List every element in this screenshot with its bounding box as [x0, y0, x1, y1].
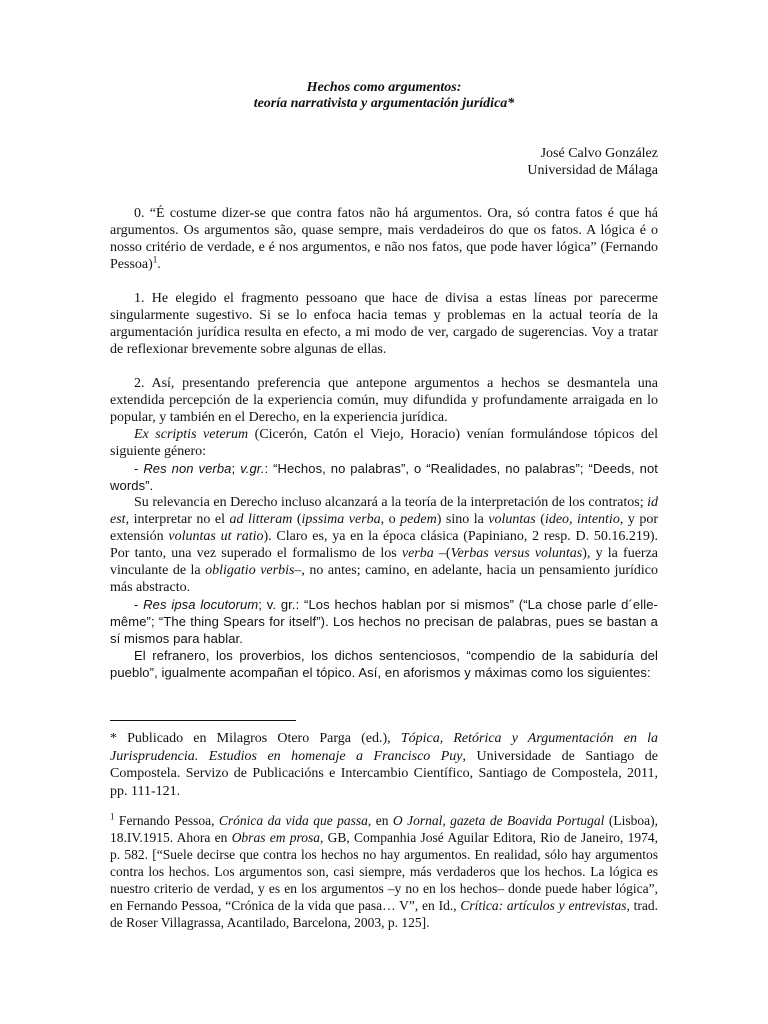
- body-text: [110, 205, 658, 681]
- topic-res-non-verba: - Res non verba; v.gr.: “Hechos, no palabras”, o “Realidades, no palabras”; “Deeds, not words”.: [110, 461, 658, 493]
- paragraph-0: 0. “É costume dizer-se que contra fatos não há argumentos. Ora, só contra fatos é que há argumentos. Os argumentos são, quase sempre, mais verdadeiros do que os fatos. A lógica é o nosso critério de verdade, e é nos argumentos, e não nos fatos, que pode haver lógica” (Fernando Pessoa)$^1$.: [110, 206, 658, 272]
- paragraph-5: Su relevancia en Derecho incluso alcanzará a la teoría de la interpretación de los contratos; id est, interpretar no el ad litteram (ipssima verba, o pedem) sino la voluntas (ideo, intentio, y por extensión voluntas ut ratio). Claro es, ya en la época clásica (Papiniano, 2 resp. D. 50.16.219). Por tanto, una vez superado el formalismo de los verba –(Verbas versus voluntas), y la fuerza vinculante de la obligatio verbis–, no antes; camino, en adelante, hacia un pensamiento jurídico más abstracto.: [110, 495, 659, 595]
- paragraph-7: El refranero, los proverbios, los dichos sentenciosos, “compendio de la sabiduría del pueblo”, igualmente acompañan el tópico. Así, en aforismos y máximas como los siguientes:: [110, 648, 658, 680]
- footnote-1: $^1$ Fernando Pessoa, Crónica da vida que passa, en O Jornal, gazeta de Boavida Portugal (Lisboa), 18.IV.1915. Ahora en Obras em prosa, GB, Companhia José Aguilar Editora, Rio de Janeiro, 1974, p. 582. [“Suele decirse que contra los hechos no hay argumentos. En realidad, sólo hay argumentos contra los hechos. Los argumentos son, casi siempre, más verdaderos que los hechos. La lógica es nuestro criterio de verdad, y es en los argumentos –y no en los hechos– donde puede haber lógica”, en Fernando Pessoa, “Crónica de la vida que pasa… V”, en Id., Crítica: artículos y entrevistas, trad. de Roser Villagrassa, Acantilado, Barcelona, 2003, p. 125].: [110, 811, 658, 930]
- topic-res-ipsa-locutorum: - Res ipsa locutorum; v. gr.: “Los hechos hablan por si mismos” (“La chose parle d´elle-même”; “The thing Spears for itself”). Los hechos no precisan de palabras, pues se bastan a sí mismos para hablar.: [110, 597, 658, 646]
- author-affiliation: Universidad de Málaga: [527, 163, 658, 178]
- title-line-1: Hechos como argumentos:: [306, 80, 462, 95]
- paragraph-2: 2. Así, presentando preferencia que antepone argumentos a hechos se desmantela una extendida percepción de la experiencia común, muy difundida y profundamente arraigada en lo popular, y también en el Derecho, en la experiencia jurídica.: [110, 376, 658, 425]
- author-block: [527, 145, 658, 179]
- footnote-ref-1[interactable]: 1: [152, 254, 158, 265]
- paragraph-3: Ex scriptis veterum (Cicerón, Catón el Viejo, Horacio) venían formulándose tópicos del siguiente género:: [110, 427, 658, 459]
- paragraph-1: 1. He elegido el fragmento pessoano que hace de divisa a estas líneas por parecerme singularmente sugestivo. Si se lo enfoca hacia temas y problemas en la actual teoría de la argumentación jurídica resulta en efecto, a mi modo de ver, cargado de sugerencias. Voy a tratar de reflexionar brevemente sobre algunas de ellas.: [110, 291, 658, 357]
- paper-title: [0, 80, 768, 112]
- title-line-2: teoría narrativista y argumentación jurídica*: [253, 96, 515, 111]
- footnote-star: * Publicado en Milagros Otero Parga (ed.), Tópica, Retórica y Argumentación en la Jurisprudencia. Estudios en homenaje a Francisco Puy, Universidade de Santiago de Compostela. Servizo de Publicacións e Intercambio Científico, Santiago de Compostela, 2011, pp. 111-121.: [110, 731, 658, 799]
- author-name: José Calvo González: [540, 146, 658, 161]
- footnote-separator: [110, 720, 296, 721]
- footnote-number: 1: [110, 811, 115, 822]
